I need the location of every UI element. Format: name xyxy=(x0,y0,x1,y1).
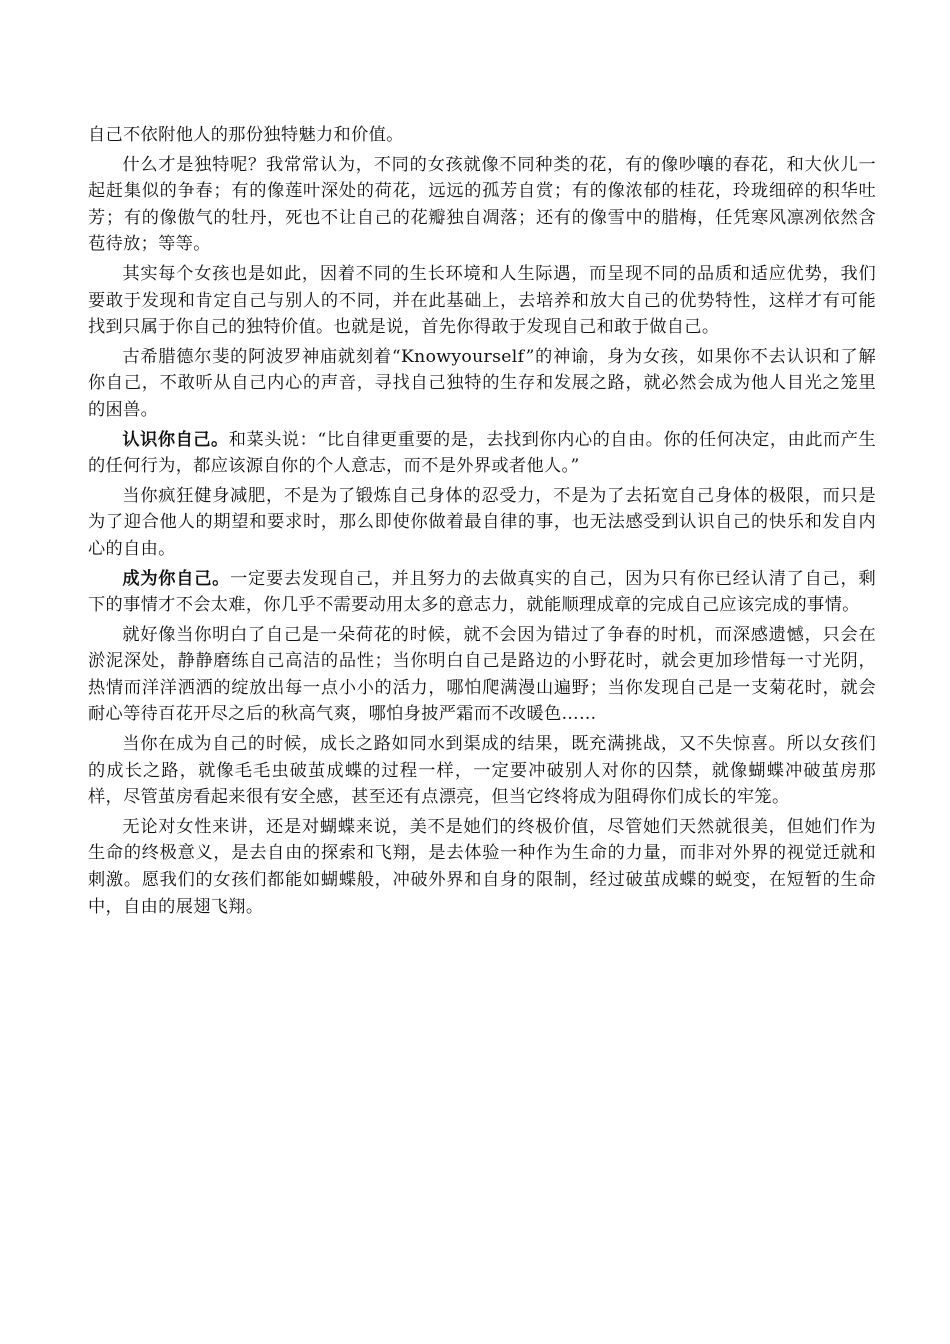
paragraph-text: 一定要去发现自己，并且努力的去做真实的自己，因为只有你已经认清了自己，剩下的事情才不会太难，你几乎不需要动用太多的意志力，就能顺理成章的完成自己应该完成的事情。 xyxy=(88,568,876,616)
paragraph-text: 什么才是独特呢？我常常认为，不同的女孩就像不同种类的花，有的像吵嚷的春花，和大伙儿一起赶集似的争春；有的像莲叶深处的荷花，远远的孤芳自赏；有的像浓郁的桂花，玲珑细碎的积华吐芳；有的像傲气的牡丹，死也不让自己的花瓣独自凋落；还有的像雪中的腊梅，任凭寒风凛冽依然含苞待放；等等。 xyxy=(88,154,876,255)
paragraph-9 xyxy=(88,731,876,811)
paragraph-3 xyxy=(88,261,876,341)
paragraph-lead-heading: 成为你自己。 xyxy=(122,568,231,589)
paragraph-5 xyxy=(88,427,876,480)
paragraph-2 xyxy=(88,152,876,258)
paragraph-6 xyxy=(88,483,876,563)
paragraph-4 xyxy=(88,344,876,424)
paragraph-text: 就好像当你明白了自己是一朵荷花的时候，就不会因为错过了争春的时机，而深感遗憾，只会在淤泥深处，静静磨练自己高洁的品性；当你明白自己是路边的小野花时，就会更加珍惜每一寸光阴，热情而洋洋洒洒的绽放出每一点小小的活力，哪怕爬满漫山遍野；当你发现自己是一支菊花时，就会耐心等待百花开尽之后的秋高气爽，哪怕身披严霜而不改暖色…… xyxy=(88,624,876,725)
paragraph-text: 当你疯狂健身减肥，不是为了锻炼自己身体的忍受力，不是为了去拓宽自己身体的极限，而只是为了迎合他人的期望和要求时，那么即使你做着最自律的事，也无法感受到认识自己的快乐和发自内心的自由。 xyxy=(88,485,876,559)
paragraph-text: 无论对女性来讲，还是对蝴蝶来说，美不是她们的终极价值，尽管她们天然就很美，但她们作为生命的终极意义，是去自由的探索和飞翔，是去体验一种作为生命的力量，而非对外界的视觉迁就和刺激。愿我们的女孩们都能如蝴蝶般，冲破外界和自身的限制，经过破茧成蝶的蜕变，在短暂的生命中，自由的展翅飞翔。 xyxy=(88,816,876,917)
paragraph-lead-heading: 认识你自己。 xyxy=(122,429,229,450)
paragraph-text: 古希腊德尔斐的阿波罗神庙就刻着“Knowyourself”的神谕，身为女孩，如果你不去认识和了解你自己，不敢听从自己内心的声音，寻找自己独特的生存和发展之路，就必然会成为他人目光之笼里的困兽。 xyxy=(88,346,876,420)
paragraph-text: 自己不依附他人的那份独特魅力和价值。 xyxy=(88,125,404,145)
paragraph-text: 当你在成为自己的时候，成长之路如同水到渠成的结果，既充满挑战，又不失惊喜。所以女孩们的成长之路，就像毛毛虫破茧成蝶的过程一样，一定要冲破别人对你的囚禁，就像蝴蝶冲破茧房那样，尽管茧房看起来很有安全感，甚至还有点漂亮，但当它终将成为阻碍你们成长的牢笼。 xyxy=(88,734,876,808)
paragraph-text: 和菜头说：“比自律更重要的是，去找到你内心的自由。你的任何决定，由此而产生的任何行为，都应该源自你的个人意志，而不是外界或者他人。” xyxy=(88,429,876,477)
paragraph-7 xyxy=(88,566,876,619)
document-page xyxy=(88,122,876,923)
paragraph-text: 其实每个女孩也是如此，因着不同的生长环境和人生际遇，而呈现不同的品质和适应优势，我们要敢于发现和肯定自己与别人的不同，并在此基础上，去培养和放大自己的优势特性，这样才有可能找到只属于你自己的独特价值。也就是说，首先你得敢于发现自己和敢于做自己。 xyxy=(88,263,876,338)
paragraph-10 xyxy=(88,814,876,920)
paragraph-1 xyxy=(88,122,876,149)
paragraph-8 xyxy=(88,622,876,728)
